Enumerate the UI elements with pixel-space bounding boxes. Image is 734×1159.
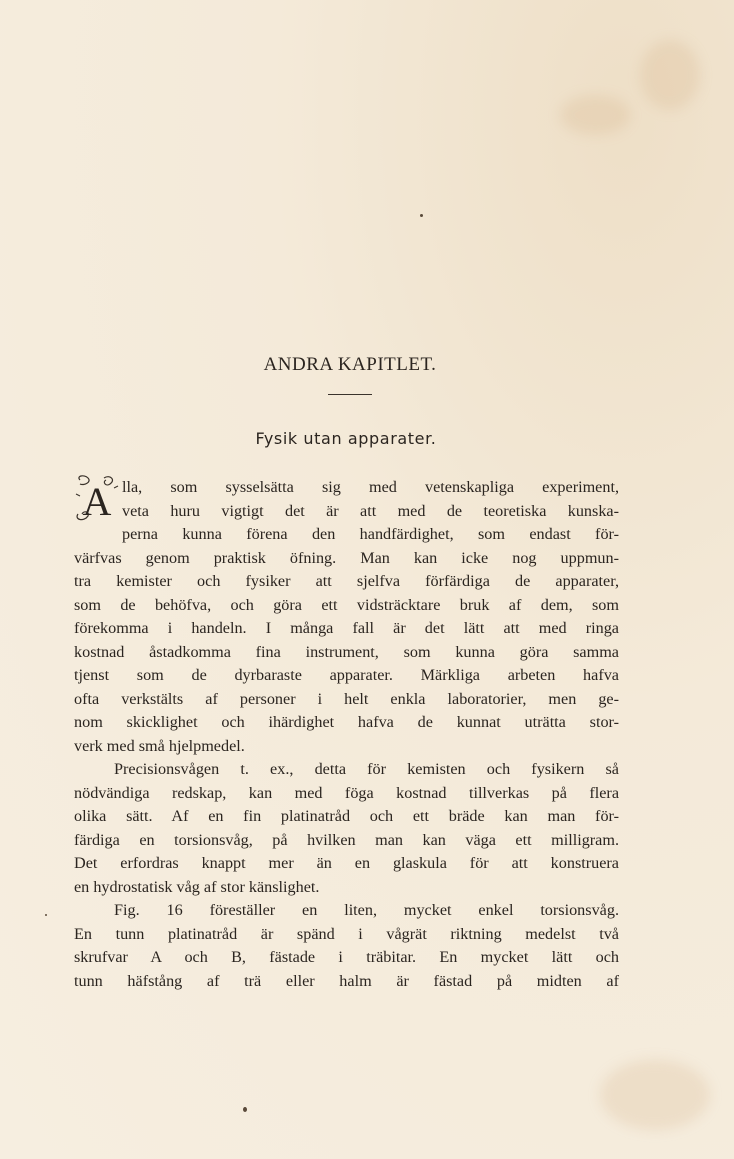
- ornamental-initial: [74, 474, 120, 522]
- text-line: tjenst som de dyrbaraste apparater. Märkliga arbeten hafva: [74, 666, 619, 684]
- paper-stain: [640, 40, 700, 110]
- text-line: Precisionsvågen t. ex., detta för kemisten och fysikern så: [114, 760, 619, 778]
- text-line: kostnad åstadkomma fina instrument, som kunna göra samma: [74, 642, 619, 661]
- drop-cap-letter: A: [82, 479, 112, 522]
- text-line: lla, som sysselsätta sig med vetenskapliga experiment,: [122, 478, 619, 496]
- text-line: som de behöfva, och göra ett vidsträcktare bruk af dem, som: [74, 595, 619, 614]
- text-line: förekomma i handeln. I många fall är det lätt att med ringa: [74, 619, 619, 637]
- text-line: tra kemister och fysiker att sjelfva förfärdiga de apparater,: [74, 572, 619, 590]
- text-line: värfvas genom praktisk öfning. Man kan icke nog uppmun-: [74, 548, 619, 567]
- text-line: nom skicklighet och ihärdighet hafva de kunnat uträtta stor-: [74, 713, 619, 731]
- chapter-title: ANDRA KAPITLET.: [263, 354, 437, 375]
- paper-stain: [600, 1060, 710, 1130]
- text-line: veta huru vigtigt det är att med de teoretiska kunska-: [122, 501, 619, 520]
- text-line: En tunn platinatråd är spänd i vågrät riktning medelst två: [74, 924, 619, 943]
- text-line: Det erfordras knappt mer än en glaskula för att konstruera: [74, 854, 619, 872]
- text-line: perna kunna förena den handfärdighet, som endast för-: [122, 525, 619, 543]
- text-line: olika sätt. Af en fin platinatråd och ett bräde kan man för-: [74, 807, 619, 825]
- text-line: tunn häfstång af trä eller halm är fästad på midten af: [74, 971, 619, 990]
- text-line: en hydrostatisk våg af stor känslighet.: [74, 877, 320, 896]
- section-title: Fysik utan apparater.: [255, 429, 437, 448]
- ink-speck: [243, 1107, 247, 1112]
- text-line: ofta verkstälts af personer i helt enkla laboratorier, men ge-: [74, 689, 619, 708]
- text-line: färdiga en torsionsvåg, på hvilken man kan väga ett milligram.: [74, 830, 619, 849]
- paper-stain: [560, 95, 630, 135]
- text-line: nödvändiga redskap, kan med föga kostnad tillverkas på flera: [74, 783, 619, 802]
- text-line: skrufvar A och B, fästade i träbitar. En mycket lätt och: [74, 948, 619, 966]
- ink-speck: [45, 914, 47, 916]
- ink-speck: [420, 214, 423, 217]
- text-line: Fig. 16 föreställer en liten, mycket enkel torsionsvåg.: [114, 901, 619, 919]
- body-text: [74, 476, 619, 993]
- title-rule: [328, 394, 372, 395]
- text-line: verk med små hjelpmedel.: [74, 736, 245, 755]
